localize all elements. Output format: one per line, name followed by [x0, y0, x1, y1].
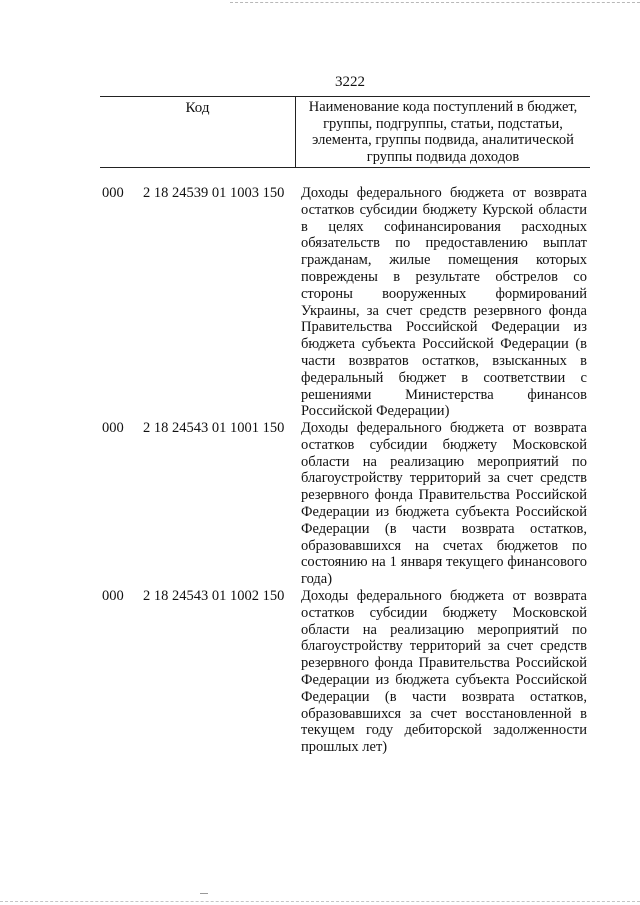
description-line: Правительства Российской Федерации из — [301, 319, 587, 336]
scan-edge-bottom — [0, 901, 640, 902]
description-line: образовавшихся за счет восстановленной в — [301, 705, 587, 722]
description-line: Российской Федерации) — [301, 403, 450, 420]
income-description — [301, 185, 587, 420]
header-name-line: элемента, группы подвида, аналитической — [312, 132, 574, 148]
description-line: федеральный бюджет в соответствии с — [301, 369, 587, 386]
scan-edge-top — [230, 2, 640, 3]
admin-code: 000 — [102, 185, 124, 201]
description-line: Украины, за счет средств резервного фонда — [301, 302, 587, 319]
income-description — [301, 420, 587, 588]
description-line: резервного фонда Правительства Российской — [301, 487, 587, 504]
description-line: Федерации из бюджета субъекта Российской — [301, 503, 587, 520]
header-name-label — [296, 99, 590, 165]
description-line: области на реализацию мероприятий по — [301, 621, 587, 638]
description-line: текущем году дебиторской задолженности — [301, 722, 587, 739]
description-line: Федерации из бюджета субъекта Российской — [301, 671, 587, 688]
header-name-line: группы подвида доходов — [366, 148, 520, 165]
description-line: решениями Министерства финансов — [301, 386, 587, 403]
page-number: 3222 — [335, 74, 365, 90]
table-header — [100, 96, 590, 168]
description-line: Доходы федерального бюджета от возврата — [301, 420, 587, 436]
description-line: Доходы федерального бюджета от возврата — [301, 588, 587, 604]
description-line: Федерации (в части возврата остатков, — [301, 688, 587, 705]
description-line: Доходы федерального бюджета от возврата — [301, 185, 587, 201]
description-line: в целях софинансирования расходных — [301, 218, 587, 235]
description-line: обязательств по предоставлению выплат — [301, 235, 587, 252]
description-line: стороны вооруженных формирований — [301, 285, 587, 302]
description-line: бюджета субъекта Российской Федерации (в — [301, 336, 587, 353]
admin-code: 000 — [102, 588, 124, 604]
description-line: года) — [301, 571, 333, 588]
scan-mark — [200, 893, 208, 897]
description-line: резервного фонда Правительства Российской — [301, 655, 587, 672]
income-description — [301, 588, 587, 756]
description-line: области на реализацию мероприятий по — [301, 453, 587, 470]
description-line: повреждены в результате обстрелов со — [301, 268, 587, 285]
description-line: состоянию на 1 января текущего финансового — [301, 554, 587, 571]
header-code-label: Код — [185, 100, 210, 116]
header-name-line: Наименование кода поступлений в бюджет, — [308, 99, 578, 115]
description-line: прошлых лет) — [301, 739, 388, 756]
description-line: остатков субсидии бюджету Московской — [301, 436, 587, 453]
income-code: 2 18 24543 01 1002 150 — [143, 588, 285, 604]
description-line: образовавшихся на счетах бюджетов по — [301, 537, 587, 554]
description-line: части возвратов остатков, взысканных в — [301, 352, 587, 369]
description-line: гражданам, жилые помещения которых — [301, 252, 587, 269]
header-name-line: группы, подгруппы, статьи, подстатьи, — [323, 115, 563, 132]
income-code: 2 18 24539 01 1003 150 — [143, 185, 285, 201]
description-line: остатков субсидии бюджету Московской — [301, 604, 587, 621]
description-line: благоустройству территорий за счет средств — [301, 470, 587, 487]
admin-code: 000 — [102, 420, 124, 436]
description-line: благоустройству территорий за счет средств — [301, 638, 587, 655]
description-line: Федерации (в части возврата остатков, — [301, 520, 587, 537]
income-code: 2 18 24543 01 1001 150 — [143, 420, 285, 436]
description-line: остатков субсидии бюджету Курской области — [301, 201, 587, 218]
